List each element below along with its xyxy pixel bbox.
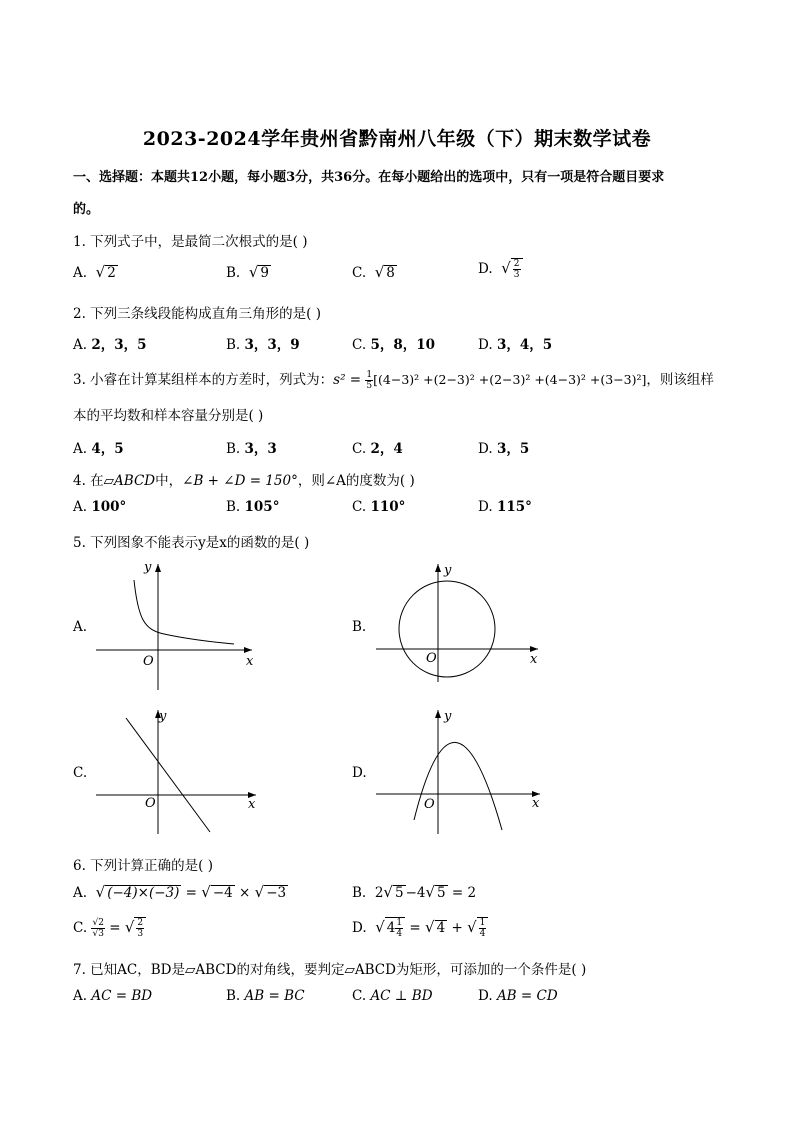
y-axis-label: y [159,709,167,724]
q7-option-d: D. AB = CD [478,988,558,1004]
q7-option-a: A. AC = BD [73,988,153,1004]
q6-option-c: C. $\frac{√2}{√3}$ = √ $\frac{2}{3}$ [73,917,146,939]
q4-option-c: C. 110° [352,499,406,515]
q7-option-b: B. AB = BC [226,988,305,1004]
question-3-stem: 3. 小睿在计算某组样本的方差时，列式为：s² = $\frac{1}{5}$ [(4−3)² +(2−3)² +(2−3)² +(4−3)² +(3−3)²]，则该组样 [73,370,714,391]
q2-option-a: A. 2，3，5 [73,337,147,353]
q3-option-a: A. 4，5 [73,441,124,457]
y-axis-label: y [444,709,452,724]
origin-label: O [143,654,154,669]
q4-option-d: D. 115° [478,499,532,515]
q5-graph-d-line [92,706,262,836]
q4-option-b: B. 105° [226,499,280,515]
q2-option-d: D. 3，4，5 [478,337,553,353]
origin-label: O [426,651,437,666]
x-axis-label: x [248,797,256,812]
question-7-stem: 7. 已知AC，BD是▱ABCD的对角线，要判定▱ABCD为矩形，可添加的一个条件是( ) [73,962,587,978]
question-5-stem: 5. 下列图象不能表示y是x的函数的是( ) [73,535,310,551]
q5-graph-a [92,558,262,693]
question-6-stem: 6. 下列计算正确的是( ) [73,858,213,874]
x-axis-label: x [530,652,538,667]
q3-option-c: C. 2，4 [352,441,403,457]
y-axis-label: y [144,560,152,575]
question-4-stem: 4. 在▱ABCD中，∠B + ∠D = 150°，则∠A的度数为( ) [73,473,415,489]
q5-option-b-label: B. [352,619,367,635]
q6-option-b: B. 2√ 5 −4√ 5 = 2 [352,883,477,901]
q1-option-c: C. √ 8 [352,263,395,281]
x-axis-label: x [246,654,254,669]
x-axis-label: x [532,796,540,811]
q6-option-d: D. √ 4 $\frac{1}{4}$ = √ 4 + √ $\frac{1}{4}$ [352,917,488,939]
q1-option-b: B. √ 9 [226,263,269,281]
q4-option-a: A. 100° [73,499,127,515]
q2-option-b: B. 3，3，9 [226,337,300,353]
question-3-stem-cont: 本的平均数和样本容量分别是( ) [73,408,264,424]
question-2-stem: 2. 下列三条线段能构成直角三角形的是( ) [73,306,321,322]
q2-option-c: C. 5，8，10 [352,337,436,353]
q1-option-d: D. √ $\frac{2}{3}$ [478,258,523,280]
q5-graph-parabola [372,706,544,836]
page-title: 2023-2024学年贵州省黔南州八年级（下）期末数学试卷 [142,128,652,150]
q5-option-a-label: A. [73,619,88,635]
q3-option-d: D. 3，5 [478,441,530,457]
q5-option-c-label: C. [73,765,88,781]
origin-label: O [424,797,435,812]
q7-option-c: C. AC ⊥ BD [352,988,433,1004]
y-axis-label: y [444,563,452,578]
section-heading: 一、选择题：本题共12小题，每小题3分，共36分。在每小题给出的选项中，只有一项是符合题目要求 [73,170,665,185]
origin-label: O [145,796,156,811]
q1-option-a: A. √ 2 [73,263,116,281]
q3-option-b: B. 3，3 [226,441,277,457]
section-heading-cont: 的。 [73,202,100,217]
question-1-stem: 1. 下列式子中，是最简二次根式的是( ) [73,234,308,250]
q6-option-a: A. √ (−4)×(−3) = √ −4 × √ −3 [73,883,287,901]
q5-option-d-label: D. [352,765,367,781]
q5-graph-b [372,560,544,688]
